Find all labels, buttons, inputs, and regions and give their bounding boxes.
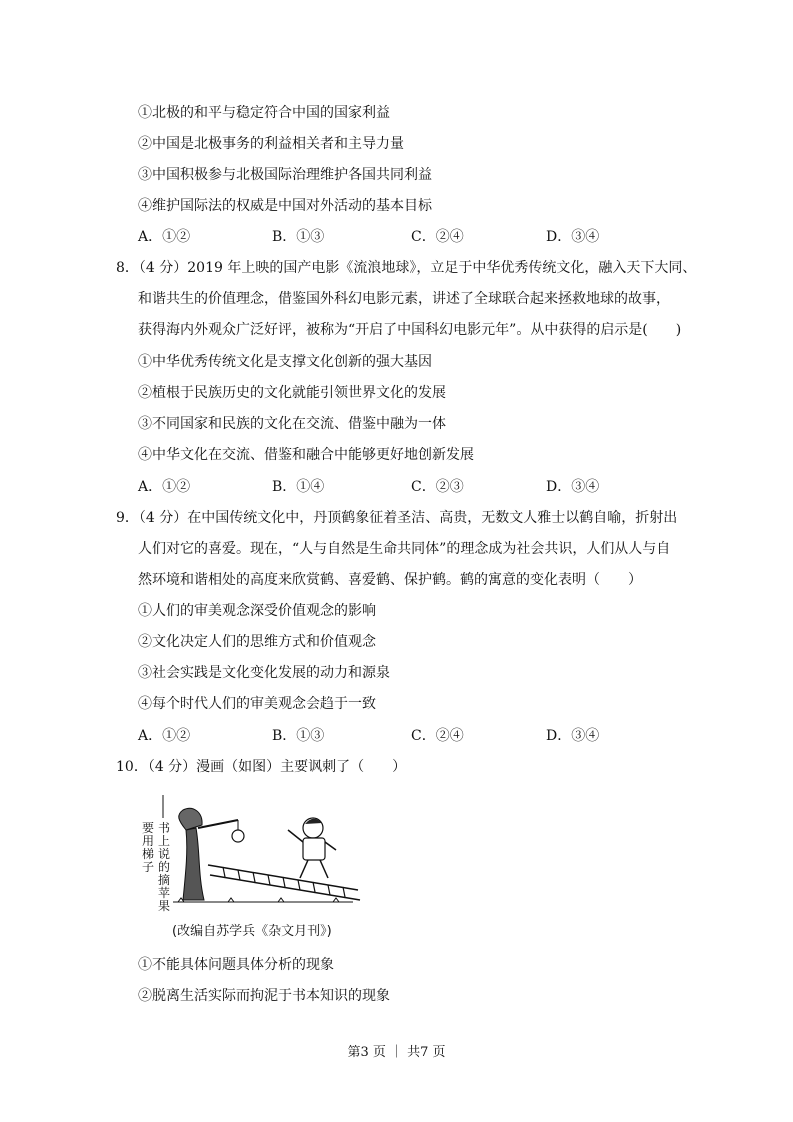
q7-item-2: ②中国是北极事务的利益相关者和主导力量 [138,136,404,152]
cartoon-left-text: 要用梯子 [142,821,155,874]
q7-option-d[interactable]: D．③④ [546,229,600,245]
q9-stem-line-3: 然环境和谐相处的高度来欣赏鹤、喜爱鹤、保护鹤。鹤的寓意的变化表明（ ） [138,572,642,588]
q10-item-2: ②脱离生活实际而拘泥于书本知识的现象 [138,988,390,1004]
q8-item-1: ①中华优秀传统文化是支撑文化创新的强大基因 [138,354,432,370]
q8-stem-line-2: 和谐共生的价值理念，借鉴国外科幻电影元素，讲述了全球联合起来拯救地球的故事， [138,291,670,307]
q9-option-b[interactable]: B．①③ [272,728,325,744]
q7-item-4: ④维护国际法的权威是中国对外活动的基本目标 [138,198,432,214]
q8-item-2: ②植根于民族历史的文化就能引领世界文化的发展 [138,385,446,401]
cartoon-illustration [138,790,368,920]
q10-item-1: ①不能具体问题具体分析的现象 [138,957,334,973]
q9-option-c[interactable]: C．②④ [411,728,464,744]
cartoon-caption: (改编自苏学兵《杂文月刊》) [172,924,332,939]
q8-item-3: ③不同国家和民族的文化在交流、借鉴中融为一体 [138,416,446,432]
q9-item-1: ①人们的审美观念深受价值观念的影响 [138,603,376,619]
q9-option-a[interactable]: A．①② [138,728,191,744]
q8-stem-line-3: 获得海内外观众广泛好评，被称为“开启了中国科幻电影元年”。从中获得的启示是( ) [138,322,682,338]
q8-option-c[interactable]: C．②③ [411,479,464,495]
q10-stem: 10．（4 分）漫画（如图）主要讽刺了（ ） [116,759,407,775]
q8-stem-line-1: 8．（4 分）2019 年上映的国产电影《流浪地球》，立足于中华优秀传统文化，融入天下大同、 [116,260,697,276]
page-footer: 第3 页 ｜ 共7 页 [347,1045,446,1060]
q9-option-d[interactable]: D．③④ [546,728,600,744]
q9-item-4: ④每个时代人们的审美观念会趋于一致 [138,696,376,712]
cartoon-right-text: 书上说的摘苹果 [158,821,171,913]
q8-option-d[interactable]: D．③④ [546,479,600,495]
q8-option-a[interactable]: A．①② [138,479,191,495]
q9-item-3: ③社会实践是文化变化发展的动力和源泉 [138,665,390,681]
cartoon-image [138,790,368,920]
q7-item-1: ①北极的和平与稳定符合中国的国家利益 [138,105,390,121]
q7-option-b[interactable]: B．①③ [272,229,325,245]
q9-stem-line-1: 9．（4 分）在中国传统文化中，丹顶鹤象征着圣洁、高贵，无数文人雅士以鹤自喻，折射出 [116,510,678,526]
q9-stem-line-2: 人们对它的喜爱。现在，“人与自然是生命共同体”的理念成为社会共识，人们从人与自 [138,541,671,557]
q9-item-2: ②文化决定人们的思维方式和价值观念 [138,634,376,650]
q7-item-3: ③中国积极参与北极国际治理维护各国共同利益 [138,167,432,183]
q7-option-a[interactable]: A．①② [138,229,191,245]
q8-option-b[interactable]: B．①④ [272,479,325,495]
q8-item-4: ④中华文化在交流、借鉴和融合中能够更好地创新发展 [138,447,474,463]
q7-option-c[interactable]: C．②④ [411,229,464,245]
